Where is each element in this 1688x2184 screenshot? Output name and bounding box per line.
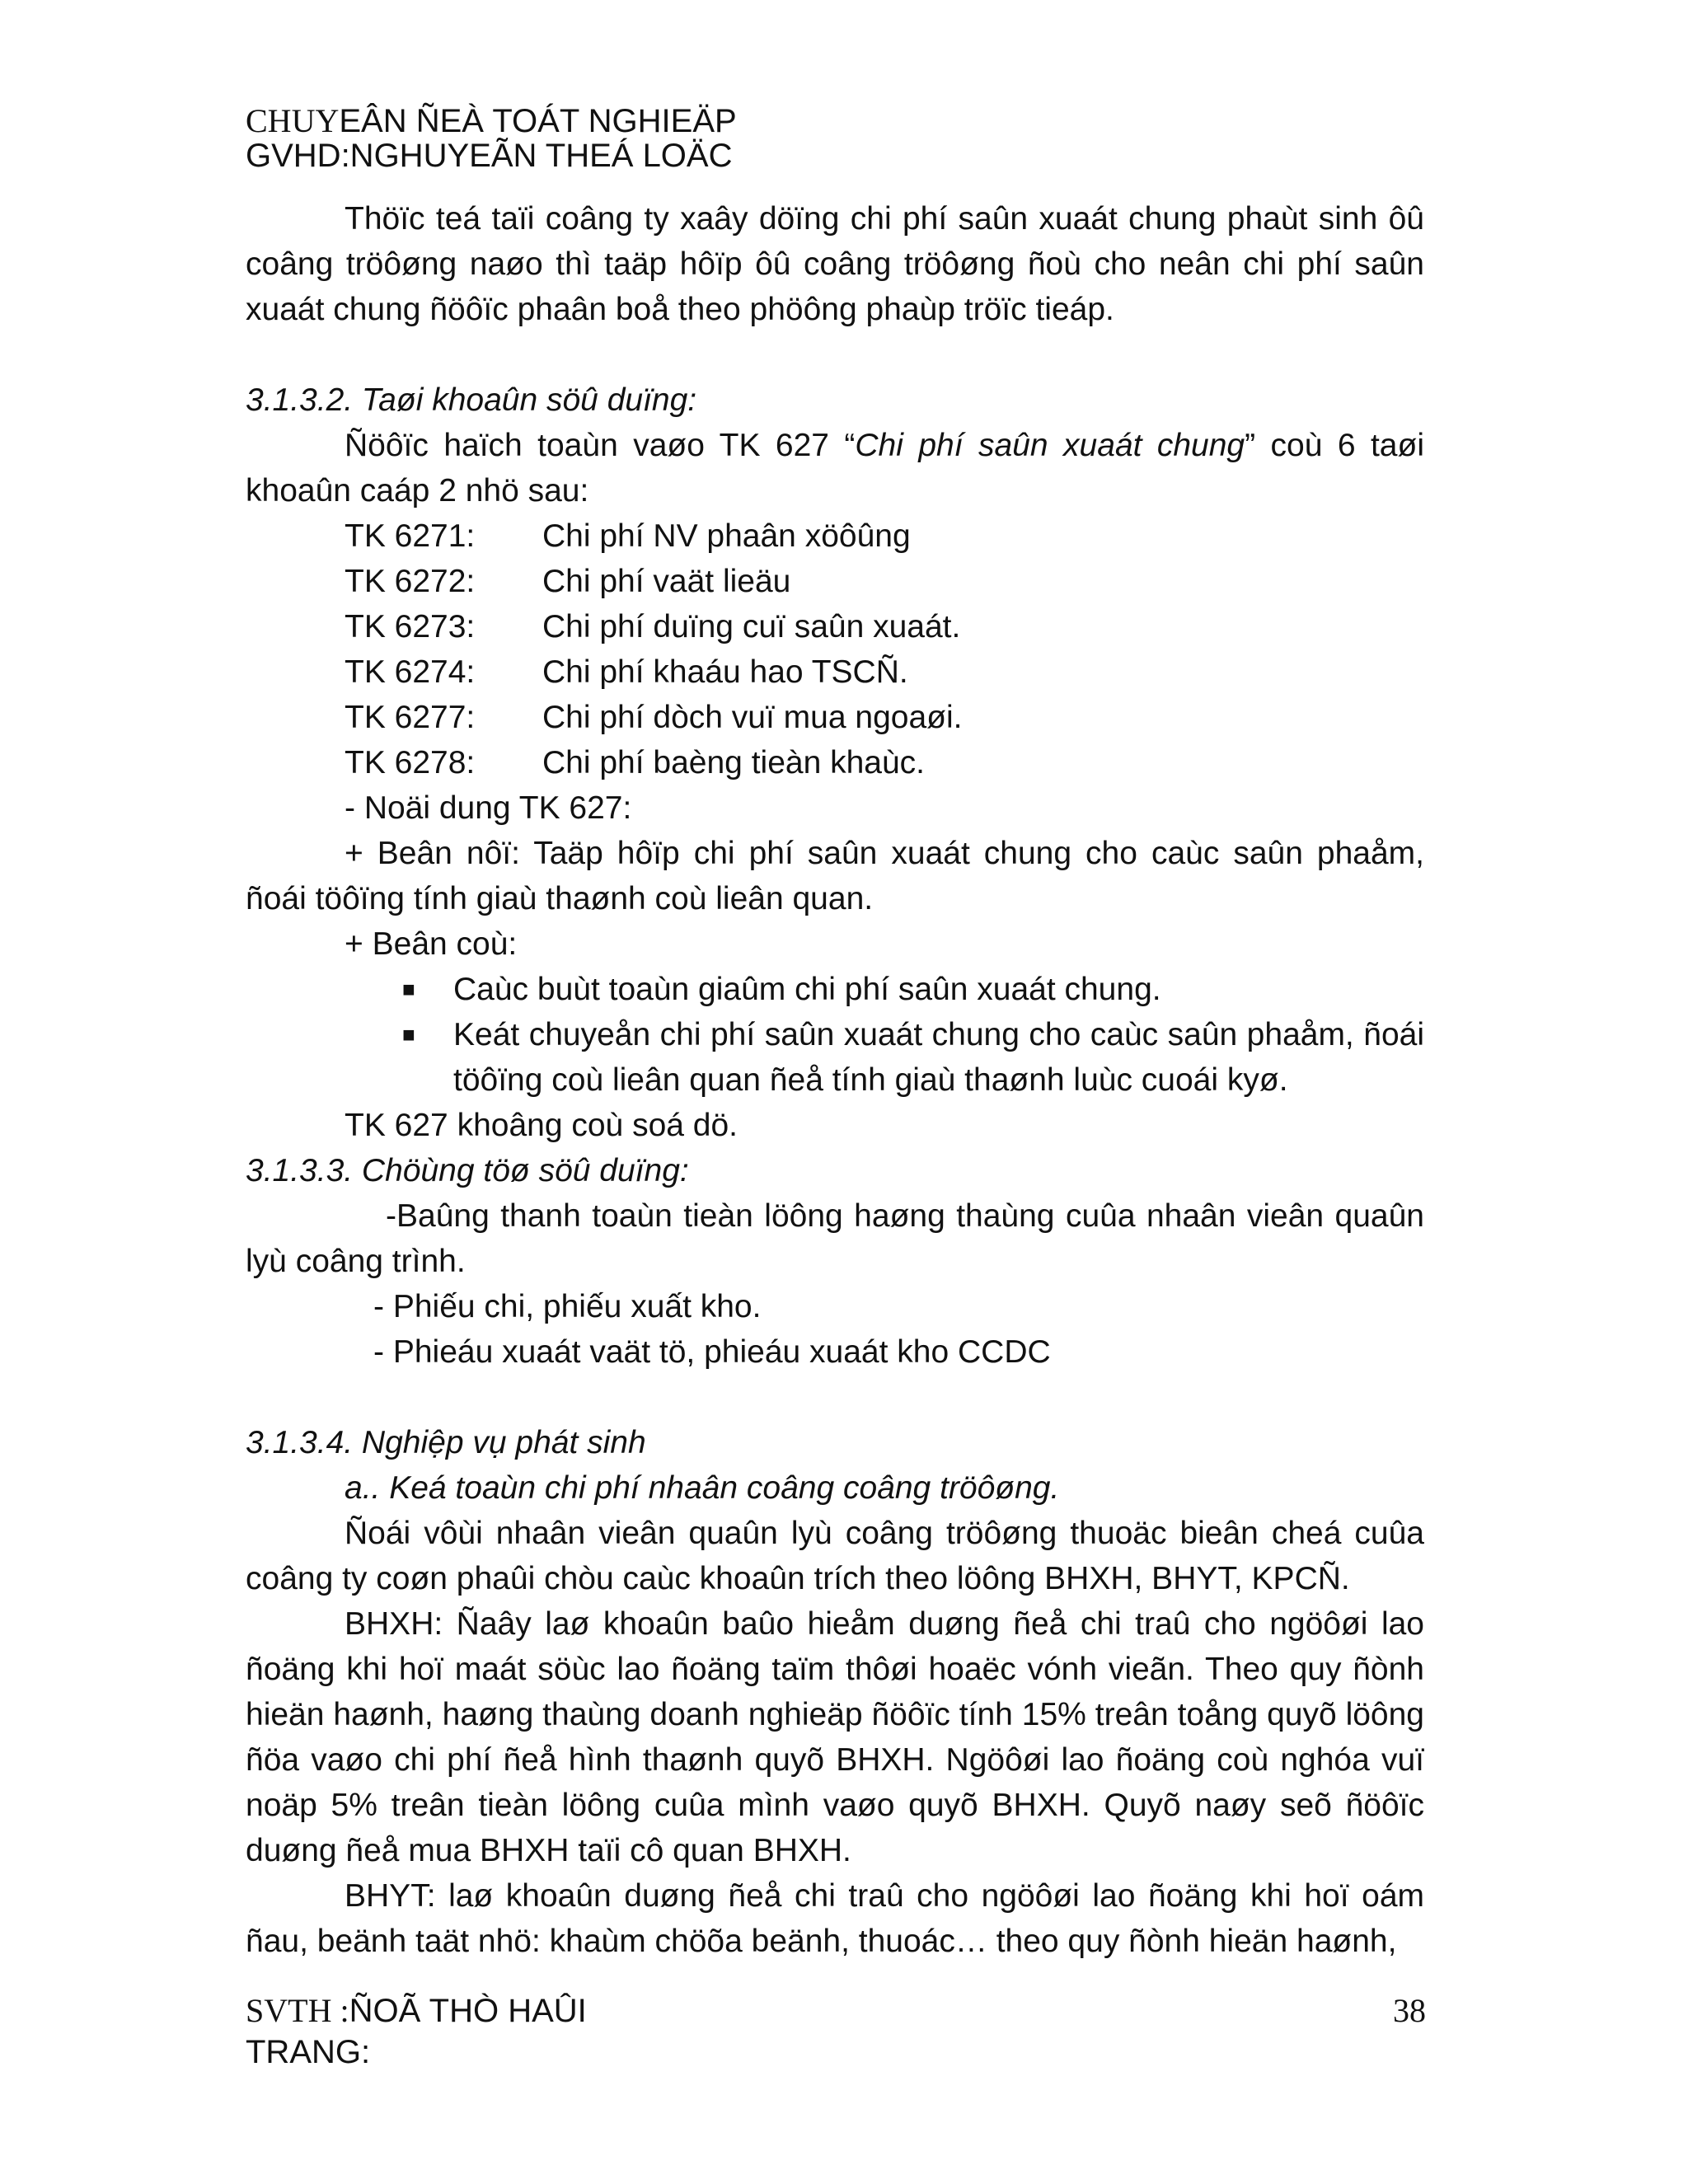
bullet-text: Caùc buùt toaùn giaûm chi phí saûn xuaát chung. [453, 972, 1161, 1007]
accounts-intro-pre: Ñöôïc haïch toaùn vaøo TK 627 “ [345, 428, 856, 463]
document-item-payroll: -Baûng thanh toaùn tieàn löông haøng thaùng cuûa nhaân vieân quaûn lyù coâng trình. [246, 1198, 1424, 1279]
section-heading-3134: 3.1.3.4. Nghiệp vụ phát sinh [246, 1425, 646, 1460]
footer-svth-label: SVTH : [246, 1992, 349, 2029]
account-code: TK 6273: [345, 609, 476, 644]
header-title-rest: EÂN ÑEÀ TOÁT NGHIEÄP [339, 103, 737, 139]
account-desc: Chi phí dòch vuï mua ngoaøi. [542, 700, 963, 735]
bullet-square-icon: ■ [402, 977, 415, 1001]
account-row [246, 559, 1424, 604]
account-code: TK 6271: [345, 518, 476, 554]
account-row [246, 604, 1424, 649]
account-row [246, 649, 1424, 695]
account-code: TK 6274: [345, 654, 476, 690]
account-code: TK 6272: [345, 564, 476, 599]
header-advisor: GVHD:NGHUYEÃN THEÁ LOÄC [246, 138, 733, 174]
paragraph-bhyt: BHYT: laø khoaûn duøng ñeå chi traû cho ngöôøi lao ñoäng khi hoï oám ñau, beänh taät nhö: khaùm chöõa beänh, thuoác… theo quy ñònh hieän haønh, [246, 1878, 1424, 1959]
document-body [246, 196, 1424, 1964]
no-balance-note: TK 627 khoâng coù soá dö. [345, 1108, 738, 1143]
intro-paragraph: Thöïc teá taïi coâng ty xaây döïng chi phí saûn xuaát chung phaùt sinh ôû coâng tröôøng naøo thì taäp hôïp ôû coâng tröôøng ñoù cho neân chi phí saûn xuaát chung ñöôïc phaân boå theo phöông phaùp tröïc tieáp. [246, 201, 1424, 327]
page-number: 38 [1393, 1992, 1426, 2029]
section-heading-3132: 3.1.3.2. Taøi khoaûn söû duïng: [246, 382, 697, 418]
debit-paragraph: + Beân nôï: Taäp hôïp chi phí saûn xuaát chung cho caùc saûn phaåm, ñoái töôïng tính giaù thaønh coù lieân quan. [246, 836, 1424, 916]
bullet-item [246, 967, 1424, 1012]
paragraph-bhxh: BHXH: Ñaây laø khoaûn baûo hieåm duøng ñeå chi traû cho ngöôøi lao ñoäng khi hoï maát söùc lao ñoäng taïm thôøi hoaëc vónh vieãn. Theo quy ñònh hieän haønh, haøng thaùng doanh nghieäp ñöôïc tính 15% treân toång quyõ löông ñöa vaøo chi phí ñeå hình thaønh quyõ BHXH. Ngöôøi lao ñoäng coù nghóa vuï noäp 5% treân tieàn löông cuûa mình vaøo quyõ BHXH. Quyõ naøy seõ ñöôïc duøng ñeå mua BHXH taïi cô quan BHXH. [246, 1606, 1424, 1868]
account-desc: Chi phí vaät lieäu [542, 564, 791, 599]
section-heading-3133: 3.1.3.3. Chöùng töø söû duïng: [246, 1153, 689, 1188]
paragraph-staff: Ñoái vôùi nhaân vieân quaûn lyù coâng tröôøng thuoäc bieân cheá cuûa coâng ty coøn phaûi chòu caùc khoaûn trích theo löông BHXH, BHYT, KPCÑ. [246, 1516, 1424, 1596]
account-row [246, 740, 1424, 785]
subsection-heading-a: a.. Keá toaùn chi phí nhaân coâng coâng tröôøng. [345, 1470, 1060, 1506]
document-item-materials: - Phieáu xuaát vaät tö, phieáu xuaát kho CCDC [373, 1334, 1051, 1370]
account-row [246, 695, 1424, 740]
credit-label: + Beân coù: [345, 926, 518, 962]
footer-student [246, 1991, 587, 2031]
account-desc: Chi phí baèng tieàn khaùc. [542, 745, 926, 780]
accounts-intro-post: ” coù 6 taøi khoaûn caáp 2 nhö sau: [246, 428, 1424, 509]
account-desc: Chi phí NV phaân xöôûng [542, 518, 911, 554]
spacer [246, 332, 1424, 377]
footer-trang-label: TRANG: [246, 2034, 371, 2070]
content-label: - Noäi dung TK 627: [345, 790, 632, 826]
account-desc: Chi phí duïng cuï saûn xuaát. [542, 609, 961, 644]
bullet-item [246, 1012, 1424, 1103]
bullet-square-icon: ■ [402, 1022, 415, 1047]
account-desc: Chi phí khaáu hao TSCÑ. [542, 654, 908, 690]
account-row [246, 513, 1424, 559]
bullet-text: Keát chuyeån chi phí saûn xuaát chung cho caùc saûn phaåm, ñoái töôïng coù lieân quan ñeå tính giaù thaønh luùc cuoái kyø. [453, 1017, 1424, 1098]
account-code: TK 6277: [345, 700, 476, 735]
account-code: TK 6278: [345, 745, 476, 780]
accounts-intro-italic: Chi phí saûn xuaát chung [855, 428, 1245, 463]
accounts-intro-paragraph [246, 423, 1424, 513]
document-item-vouchers: - Phiếu chi, phiếu xuất kho. [373, 1289, 762, 1324]
footer-student-name: ÑOÃ THÒ HAÛI [349, 1993, 587, 2029]
header-title-prefix: CHUY [246, 102, 340, 139]
spacer [246, 1375, 1424, 1420]
